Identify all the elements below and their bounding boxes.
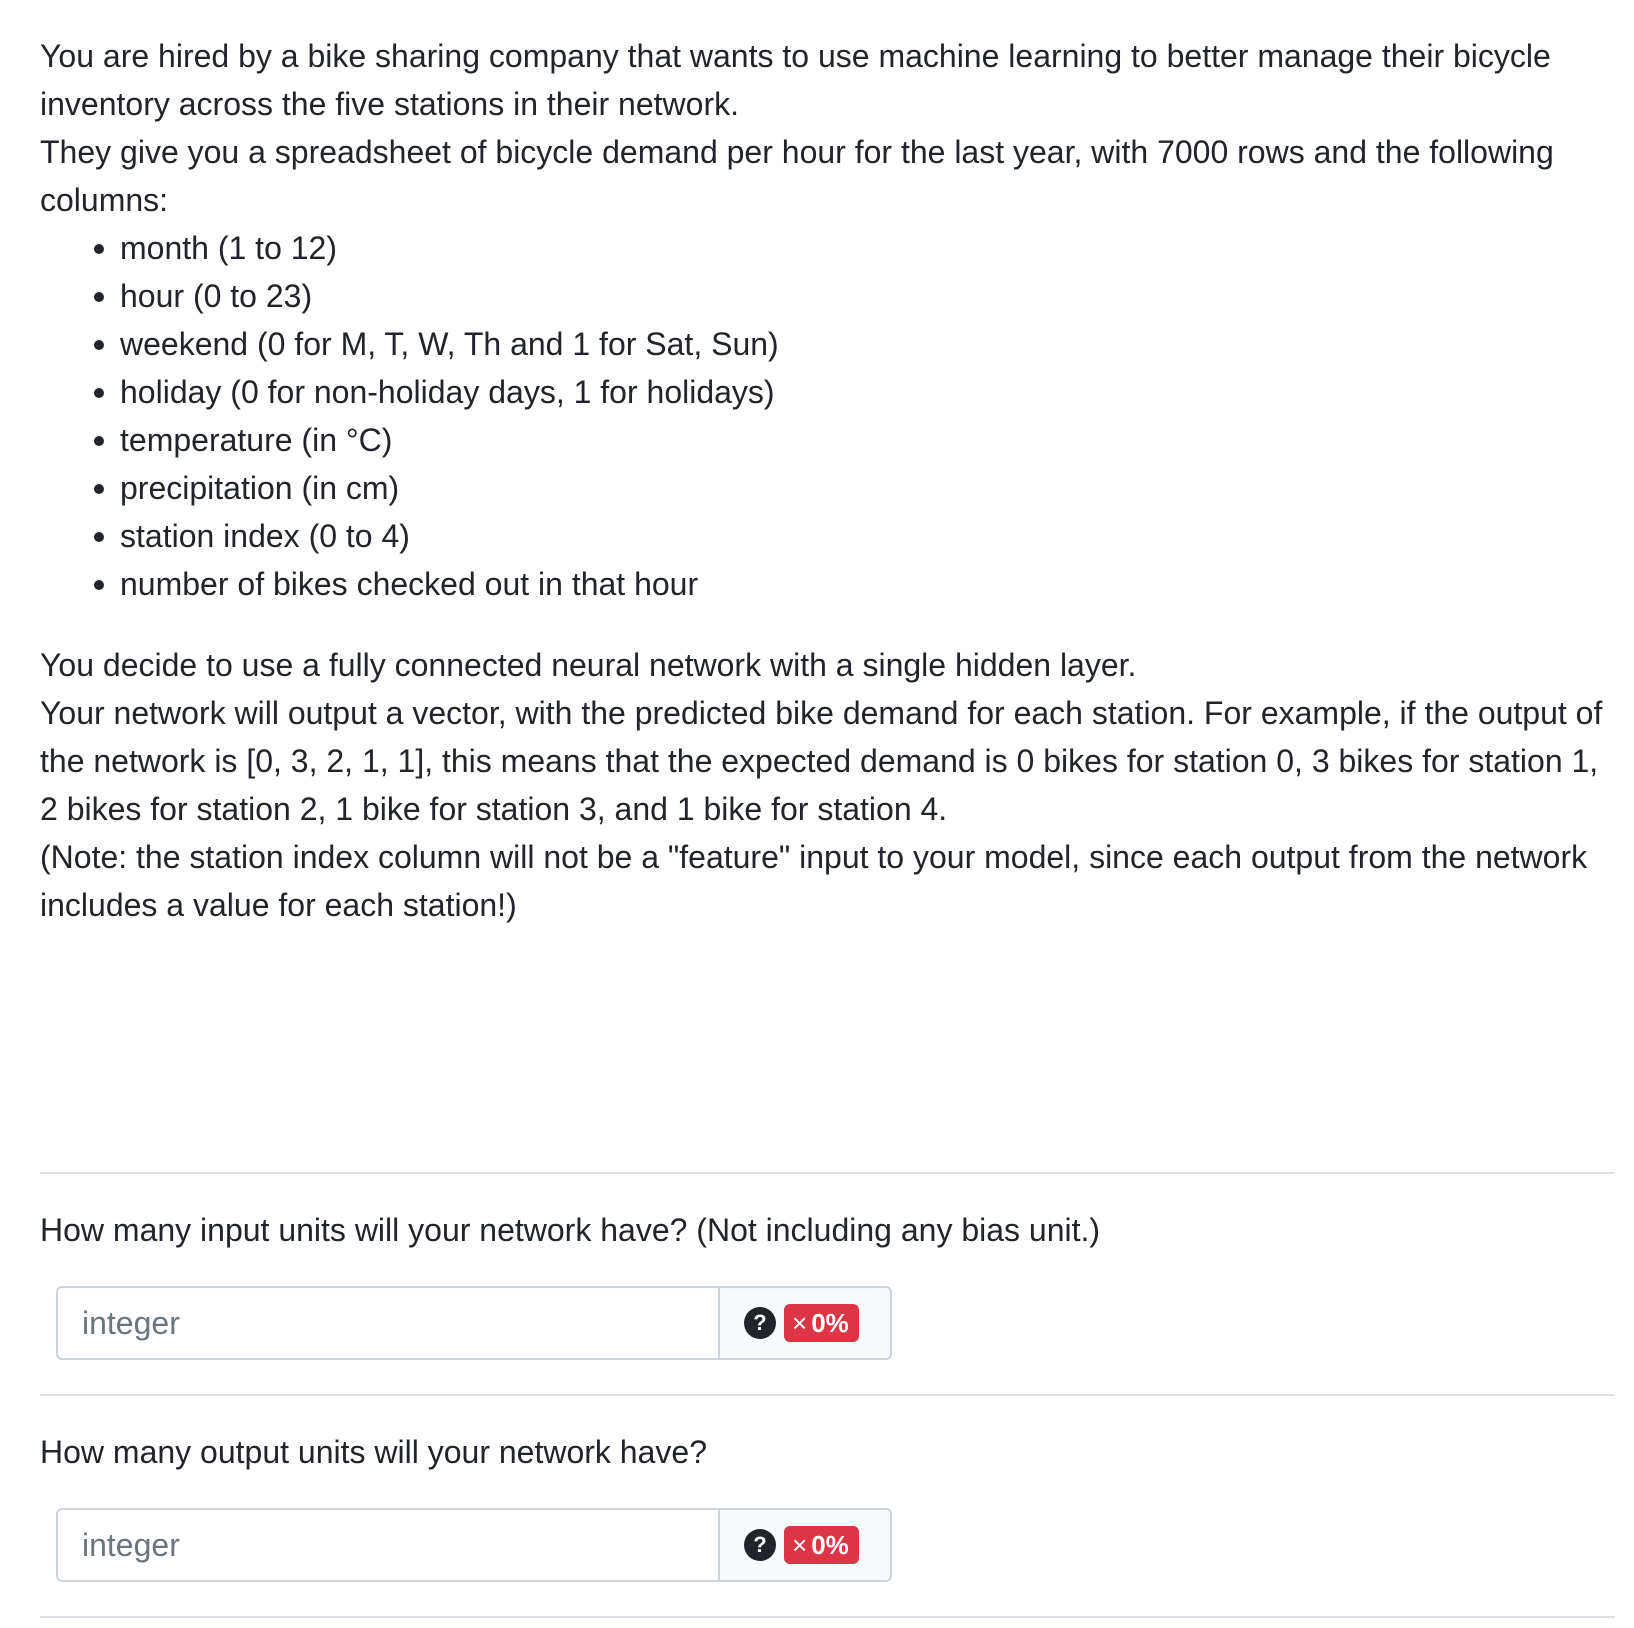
divider xyxy=(40,1172,1615,1174)
list-item: number of bikes checked out in that hour xyxy=(120,560,1615,608)
list-item: holiday (0 for non-holiday days, 1 for holidays) xyxy=(120,368,1615,416)
list-item: weekend (0 for M, T, W, Th and 1 for Sat, Sun) xyxy=(120,320,1615,368)
question-1-prompt: How many input units will your network have? (Not including any bias unit.) xyxy=(40,1212,1101,1248)
question-1-answer-group xyxy=(56,1286,892,1360)
intro-paragraph-3: You decide to use a fully connected neural network with a single hidden layer. xyxy=(40,647,1137,683)
list-item: month (1 to 12) xyxy=(120,224,1615,272)
intro-note: (Note: the station index column will not be a "feature" input to your model, since each output from the network includes a value for each station!) xyxy=(40,839,1588,923)
list-item: temperature (in °C) xyxy=(120,416,1615,464)
times-icon: × xyxy=(792,1529,808,1560)
question-body xyxy=(40,32,1615,929)
intro-paragraph-2: They give you a spreadsheet of bicycle demand per hour for the last year, with 7000 rows and the following columns: xyxy=(40,134,1554,218)
question-circle-icon[interactable]: ? xyxy=(744,1529,776,1561)
divider xyxy=(40,1394,1615,1396)
question-1-status-addon xyxy=(718,1286,892,1360)
output-units-answer-input[interactable] xyxy=(56,1508,718,1582)
list-item: precipitation (in cm) xyxy=(120,464,1615,512)
intro-paragraph-4: Your network will output a vector, with the predicted bike demand for each station. For example, if the output of the network is [0, 3, 2, 1, 1], this means that the expected demand is 0 bikes for station 0, 3 bikes for station 1, 2 bikes for station 2, 1 bike for station 3, and 1 bike for station 4. xyxy=(40,695,1603,827)
score-value: 0% xyxy=(811,1529,849,1560)
question-2-prompt: How many output units will your network have? xyxy=(40,1434,707,1470)
intro-paragraph-1: You are hired by a bike sharing company that wants to use machine learning to better manage their bicycle inventory across the five stations in their network. xyxy=(40,38,1551,122)
times-icon: × xyxy=(792,1307,808,1338)
question-2-answer-group xyxy=(56,1508,892,1582)
question-circle-icon[interactable]: ? xyxy=(744,1307,776,1339)
columns-list xyxy=(40,224,1615,608)
question-2-status-addon xyxy=(718,1508,892,1582)
score-badge xyxy=(784,1526,859,1564)
list-item: hour (0 to 23) xyxy=(120,272,1615,320)
list-item: station index (0 to 4) xyxy=(120,512,1615,560)
input-units-answer-input[interactable] xyxy=(56,1286,718,1360)
divider xyxy=(40,1616,1615,1618)
score-value: 0% xyxy=(811,1307,849,1338)
score-badge xyxy=(784,1304,859,1342)
